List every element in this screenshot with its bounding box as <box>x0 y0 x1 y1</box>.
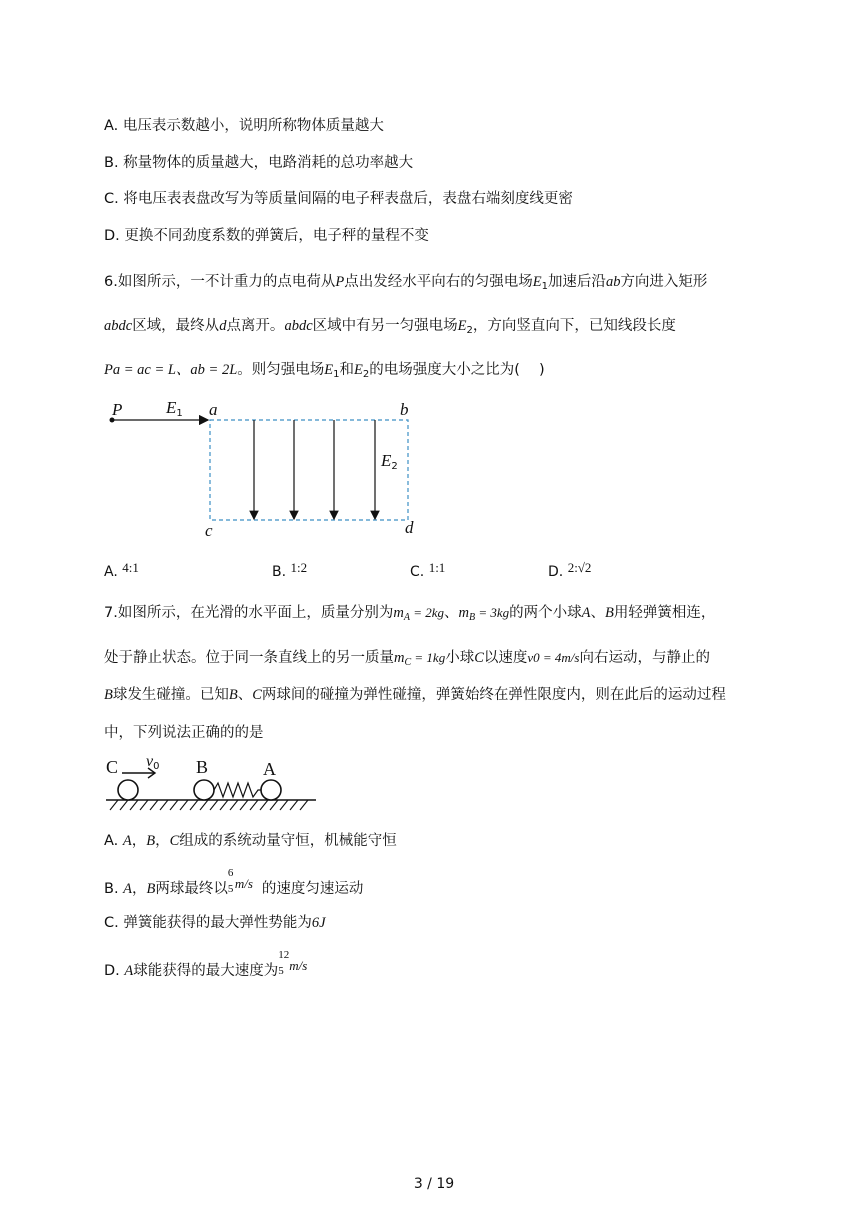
q5-option-c: C. 将电压表表盘改写为等质量间隔的电子秤表盘后，表盘右端刻度线更密 <box>104 191 573 207</box>
q7-option-d: D. A球能获得的最大速度为 12 5 m/s <box>104 959 312 981</box>
q7-stem-line3: B球发生碰撞。已知B、C两球间的碰撞为弹性碰撞，弹簧始终在弹性限度内，则在此后的运动过程 <box>104 687 726 703</box>
q7-option-b: B. A，B两球最终以 6 5 m/s 的速度匀速运动 <box>104 867 364 897</box>
q5-option-b: B. 称量物体的质量越大，电路消耗的总功率越大 <box>104 155 414 171</box>
q7-stem-line4: 中，下列说法正确的的是 <box>104 725 264 741</box>
max-speed-fraction: 12 5 m/s <box>278 949 308 977</box>
label-e1: $E_1$ <box>166 398 183 419</box>
ball-c <box>118 780 138 800</box>
q6-option-d: D. 2:√2 <box>548 560 592 580</box>
q6-option-a: A. 4:1 <box>104 560 139 580</box>
q7-option-c: C. 弹簧能获得的最大弹性势能为6J <box>104 915 326 931</box>
q7-stem-line2: 处于静止状态。位于同一条直线上的另一质量$m_C = 1kg$小球C以速度v0 = 4m/s向右运动，与静止的 <box>104 650 710 668</box>
label-ball-a: A <box>263 759 276 779</box>
ground-hatching <box>110 800 308 810</box>
speed-fraction: 6 5 m/s <box>227 867 253 895</box>
label-ball-b: B <box>196 757 209 777</box>
page-number: 3 / 19 <box>413 1176 455 1192</box>
q7-stem-line1: 7.如图所示，在光滑的水平面上，质量分别为$m_A = 2kg$、$m_B = 3kg$的两个小球A、B用轻弹簧相连， <box>104 605 716 623</box>
q7-option-a: A. A，B，C组成的系统动量守恒，机械能守恒 <box>104 833 397 849</box>
label-d: d <box>405 518 414 537</box>
q5-option-a: A. 电压表示数越小，说明所称物体质量越大 <box>104 118 384 134</box>
ball-b <box>194 780 214 800</box>
q6-stem-line1: 6.如图所示，一不计重力的点电荷从P点出发经水平向右的匀强电场$E_1$加速后沿ab方向进入矩形 <box>104 274 708 292</box>
label-velocity: $v_0$ <box>146 753 160 772</box>
q7-collision-diagram <box>100 750 325 816</box>
label-a: a <box>209 400 218 419</box>
ball-a <box>261 780 281 800</box>
label-e2: $E_2$ <box>381 451 398 472</box>
label-ball-c: C <box>106 757 119 777</box>
q6-option-b: B. 1:2 <box>272 560 308 580</box>
label-b: b <box>400 400 409 419</box>
label-c: c <box>205 521 213 540</box>
spring <box>214 783 261 797</box>
q6-option-c: C. 1:1 <box>410 560 446 580</box>
q6-stem-line3: Pa = ac = L、ab = 2L。则匀强电场$E_1$和$E_2$的电场强度大小之比为( ) <box>104 362 545 380</box>
q5-option-d: D. 更换不同劲度系数的弹簧后，电子秤的量程不变 <box>104 228 429 244</box>
label-p: P <box>112 400 123 419</box>
rectangle-abdc <box>210 420 408 520</box>
q6-stem-line2: abdc区域，最终从d点离开。abdc区域中有另一匀强电场$E_2$，方向竖直向下，已知线段长度 <box>104 318 676 336</box>
